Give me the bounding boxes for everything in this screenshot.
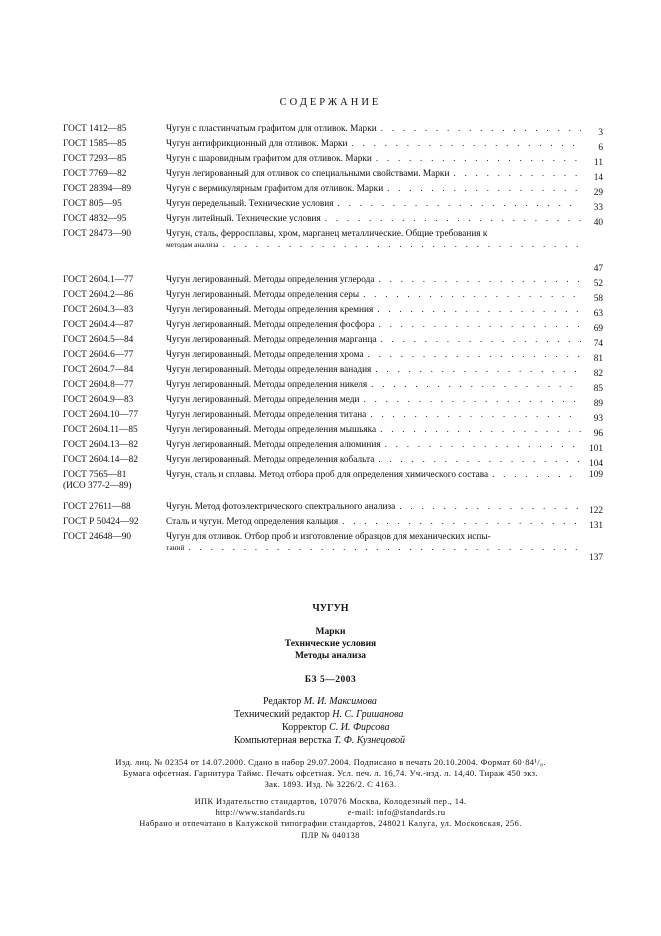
standard-code: ГОСТ 24648—90 bbox=[63, 532, 132, 542]
page-number: 33 bbox=[593, 203, 603, 213]
entry-title: Чугун легированный. Методы определения кобальта bbox=[166, 455, 375, 465]
standard-code: ГОСТ Р 50424—92 bbox=[63, 517, 139, 527]
publisher-address: ИПК Издательство стандартов, 107076 Москва, Колодезный пер., 14. bbox=[194, 797, 467, 806]
entry-title: Чугун литейный. Технические условия bbox=[166, 214, 321, 224]
standard-code: ГОСТ 2604.6—77 bbox=[63, 350, 134, 360]
leader-dots bbox=[325, 214, 581, 225]
standard-code: ГОСТ 27611—88 bbox=[63, 502, 131, 512]
entry-title: Чугун легированный. Методы определения никеля bbox=[166, 380, 368, 390]
toc-entry bbox=[63, 199, 603, 214]
toc-title: СОДЕРЖАНИЕ bbox=[279, 97, 382, 108]
toc-entry bbox=[63, 214, 603, 229]
leader-dots bbox=[375, 365, 581, 376]
standard-code: ГОСТ 1585—85 bbox=[63, 139, 127, 149]
publisher-contacts bbox=[0, 808, 661, 817]
toc-entry bbox=[63, 169, 603, 184]
leader-dots bbox=[492, 470, 581, 481]
credit-name: Н. С. Гришанова bbox=[332, 709, 404, 720]
entry-title: Чугун легированный. Методы определения алюминия bbox=[166, 440, 381, 450]
leader-dots bbox=[380, 335, 581, 346]
entry-title: Чугун с шаровидным графитом для отливок. Марки bbox=[166, 154, 372, 164]
entry-title: Чугун, сталь, ферросплавы, хром, марганец металлические. Общие требования к bbox=[166, 229, 488, 239]
toc-entry bbox=[63, 517, 603, 532]
credit-name: М. И. Максимова bbox=[303, 696, 377, 707]
page-number: 40 bbox=[593, 218, 603, 228]
toc-entry bbox=[63, 425, 603, 440]
entry-title: Чугун. Метод фотоэлектрического спектрального анализа bbox=[166, 502, 396, 512]
toc-entry bbox=[63, 335, 603, 350]
standard-code: ГОСТ 2604.13—82 bbox=[63, 440, 138, 450]
credit-role: Компьютерная верстка bbox=[234, 735, 332, 746]
page-number: 104 bbox=[589, 459, 603, 469]
standard-code: ГОСТ 2604.8—77 bbox=[63, 380, 134, 390]
leader-dots bbox=[338, 199, 581, 210]
credit-name: С. И. Фирсова bbox=[329, 722, 390, 733]
toc-entry bbox=[63, 365, 603, 380]
standard-code: ГОСТ 2604.9—83 bbox=[63, 395, 134, 405]
standard-code: ГОСТ 2604.14—82 bbox=[63, 455, 138, 465]
standard-code: ГОСТ 2604.3—83 bbox=[63, 305, 134, 315]
leader-dots bbox=[453, 169, 581, 180]
toc-entry bbox=[63, 305, 603, 320]
page-number: 52 bbox=[593, 279, 603, 289]
page-number: 85 bbox=[593, 384, 603, 394]
page-number: 122 bbox=[589, 506, 603, 516]
standard-code: ГОСТ 2604.2—86 bbox=[63, 290, 134, 300]
page-number: 3 bbox=[598, 128, 603, 138]
leader-dots bbox=[370, 410, 581, 421]
standard-code: ГОСТ 2604.10—77 bbox=[63, 410, 138, 420]
entry-title: Чугун легированный. Методы определения кремния bbox=[166, 305, 374, 315]
entry-title: Чугун легированный. Методы определения ванадия bbox=[166, 365, 372, 375]
entry-title: Чугун антифрикционный для отливок. Марки bbox=[166, 139, 348, 149]
entry-title: Чугун легированный. Методы определения хрома bbox=[166, 350, 364, 360]
standard-code: ГОСТ 7293—85 bbox=[63, 154, 127, 164]
leader-dots bbox=[223, 240, 581, 251]
entry-title: Сталь и чугун. Метод определения кальция bbox=[166, 517, 339, 527]
leader-dots bbox=[376, 154, 581, 165]
credit-role: Корректор bbox=[282, 722, 327, 733]
toc-entry bbox=[63, 395, 603, 410]
page-number: 11 bbox=[594, 158, 603, 168]
entry-title: Чугун легированный для отливок со специальными свойствами. Марки bbox=[166, 169, 450, 179]
leader-dots bbox=[380, 425, 581, 436]
credit-technical-editor bbox=[234, 709, 403, 720]
page-number: 101 bbox=[589, 444, 603, 454]
entry-title: Чугун легированный. Методы определения марганца bbox=[166, 335, 377, 345]
leader-dots bbox=[378, 320, 581, 331]
page-number: 131 bbox=[589, 521, 603, 531]
toc-entry bbox=[63, 184, 603, 199]
standard-code-iso: (ИСО 377-2—89) bbox=[63, 481, 132, 491]
entry-title: Чугун легированный. Методы определения меди bbox=[166, 395, 360, 405]
table-of-contents bbox=[63, 124, 603, 564]
credit-name: Т. Ф. Кузнецовой bbox=[333, 735, 405, 746]
toc-entry bbox=[63, 502, 603, 517]
leader-dots bbox=[379, 275, 582, 286]
leader-dots bbox=[381, 124, 581, 135]
page-number: 74 bbox=[593, 339, 603, 349]
toc-entry bbox=[63, 470, 603, 502]
toc-entry bbox=[63, 275, 603, 290]
entry-title: Чугун с вермикулярным графитом для отливок. Марки bbox=[166, 184, 384, 194]
credit-editor bbox=[263, 696, 377, 707]
page-number: 69 bbox=[593, 324, 603, 334]
entry-title: Чугун легированный. Методы определения углерода bbox=[166, 275, 375, 285]
page-number: 81 bbox=[593, 354, 603, 364]
toc-entry bbox=[63, 290, 603, 305]
imprint-line: Изд. лиц. № 02354 от 14.07.2000. Сдано в набор 29.07.2004. Подписано в печать 20.10.2004. Формат 60·84¹/₈. bbox=[115, 757, 546, 767]
toc-entry bbox=[63, 532, 603, 564]
toc-entry bbox=[63, 350, 603, 365]
credit-role: Технический редактор bbox=[234, 709, 330, 720]
colophon-heading: ЧУГУН bbox=[312, 603, 349, 614]
colophon-subtitle: Методы анализа bbox=[294, 651, 367, 661]
page-number: 109 bbox=[589, 470, 603, 480]
leader-dots bbox=[399, 502, 581, 513]
leader-dots bbox=[387, 184, 581, 195]
credit-layout bbox=[234, 735, 405, 746]
standard-code: ГОСТ 1412—85 bbox=[63, 124, 127, 134]
standard-code: ГОСТ 2604.7—84 bbox=[63, 365, 134, 375]
leader-dots bbox=[351, 139, 581, 150]
page-number: 96 bbox=[593, 429, 603, 439]
entry-title: Чугун легированный. Методы определения фосфора bbox=[166, 320, 375, 330]
publisher-website: http://www.standards.ru bbox=[215, 808, 306, 817]
entry-title: Чугун легированный. Методы определения мышьяка bbox=[166, 425, 377, 435]
leader-dots bbox=[378, 455, 581, 466]
entry-title-continued: методам анализа bbox=[166, 240, 219, 249]
page-number: 47 bbox=[593, 264, 603, 274]
entry-title: Чугун для отливок. Отбор проб и изготовление образцов для механических испы- bbox=[166, 532, 491, 542]
entry-title: Чугун передельный. Технические условия bbox=[166, 199, 334, 209]
page-number: 89 bbox=[593, 399, 603, 409]
toc-entry bbox=[63, 154, 603, 169]
publisher-email: e-mail: info@standards.ru bbox=[347, 808, 446, 817]
imprint-line: Зак. 1893. Изд. № 3226/2. С 4163. bbox=[264, 779, 397, 789]
toc-entry bbox=[63, 455, 603, 470]
page-number: 82 bbox=[593, 369, 603, 379]
standard-code: ГОСТ 28473—90 bbox=[63, 229, 132, 239]
standard-code: ГОСТ 4832—95 bbox=[63, 214, 127, 224]
imprint-line: Бумага офсетная. Гарнитура Таймс. Печать офсетная. Усл. печ. л. 16,74. Уч.-изд. л. 14,40. Тираж 450 экз. bbox=[123, 768, 538, 778]
page-number: 137 bbox=[589, 553, 603, 563]
toc-entry bbox=[63, 410, 603, 425]
page-number: 29 bbox=[593, 188, 603, 198]
page-number: 58 bbox=[593, 294, 603, 304]
toc-entry bbox=[63, 139, 603, 154]
standard-code: ГОСТ 2604.5—84 bbox=[63, 335, 134, 345]
entry-title: Чугун легированный. Методы определения серы bbox=[166, 290, 360, 300]
standard-code bbox=[63, 470, 163, 492]
standard-code: ГОСТ 28394—89 bbox=[63, 184, 132, 194]
toc-entry bbox=[63, 440, 603, 455]
entry-title: Чугун, сталь и сплавы. Метод отбора проб для определения химического состава bbox=[166, 470, 489, 480]
toc-entry bbox=[63, 124, 603, 139]
credit-role: Редактор bbox=[263, 696, 302, 707]
toc-entry bbox=[63, 320, 603, 335]
credit-proofreader bbox=[282, 722, 389, 733]
leader-dots bbox=[363, 395, 581, 406]
leader-dots bbox=[368, 350, 581, 361]
page-number: 6 bbox=[598, 143, 603, 153]
standard-code: ГОСТ 2604.11—85 bbox=[63, 425, 138, 435]
printer-license: ПЛР № 040138 bbox=[301, 831, 360, 840]
standard-code: ГОСТ 2604.1—77 bbox=[63, 275, 134, 285]
page-number: 93 bbox=[593, 414, 603, 424]
bulletin-code: БЗ 5—2003 bbox=[304, 675, 357, 685]
leader-dots bbox=[371, 380, 581, 391]
standard-code-primary: ГОСТ 7565—81 bbox=[63, 470, 127, 480]
toc-entry bbox=[63, 229, 603, 275]
entry-title-continued: таний bbox=[166, 543, 185, 552]
toc-entry bbox=[63, 380, 603, 395]
page-number: 14 bbox=[593, 173, 603, 183]
standard-code: ГОСТ 7769—82 bbox=[63, 169, 127, 179]
leader-dots bbox=[363, 290, 581, 301]
entry-title: Чугун с пластинчатым графитом для отливок. Марки bbox=[166, 124, 377, 134]
leader-dots bbox=[385, 440, 581, 451]
entry-title: Чугун легированный. Методы определения титана bbox=[166, 410, 367, 420]
standard-code: ГОСТ 805—95 bbox=[63, 199, 122, 209]
printer-info: Набрано и отпечатано в Калужской типографии стандартов, 248021 Калуга, ул. Московская, 256. bbox=[139, 819, 522, 828]
standard-code: ГОСТ 2604.4—87 bbox=[63, 320, 134, 330]
colophon-subtitle: Марки bbox=[315, 627, 346, 637]
colophon-subtitle: Технические условия bbox=[284, 639, 377, 649]
page-number: 63 bbox=[593, 309, 603, 319]
leader-dots bbox=[342, 517, 581, 528]
leader-dots bbox=[188, 543, 581, 554]
leader-dots bbox=[377, 305, 581, 316]
